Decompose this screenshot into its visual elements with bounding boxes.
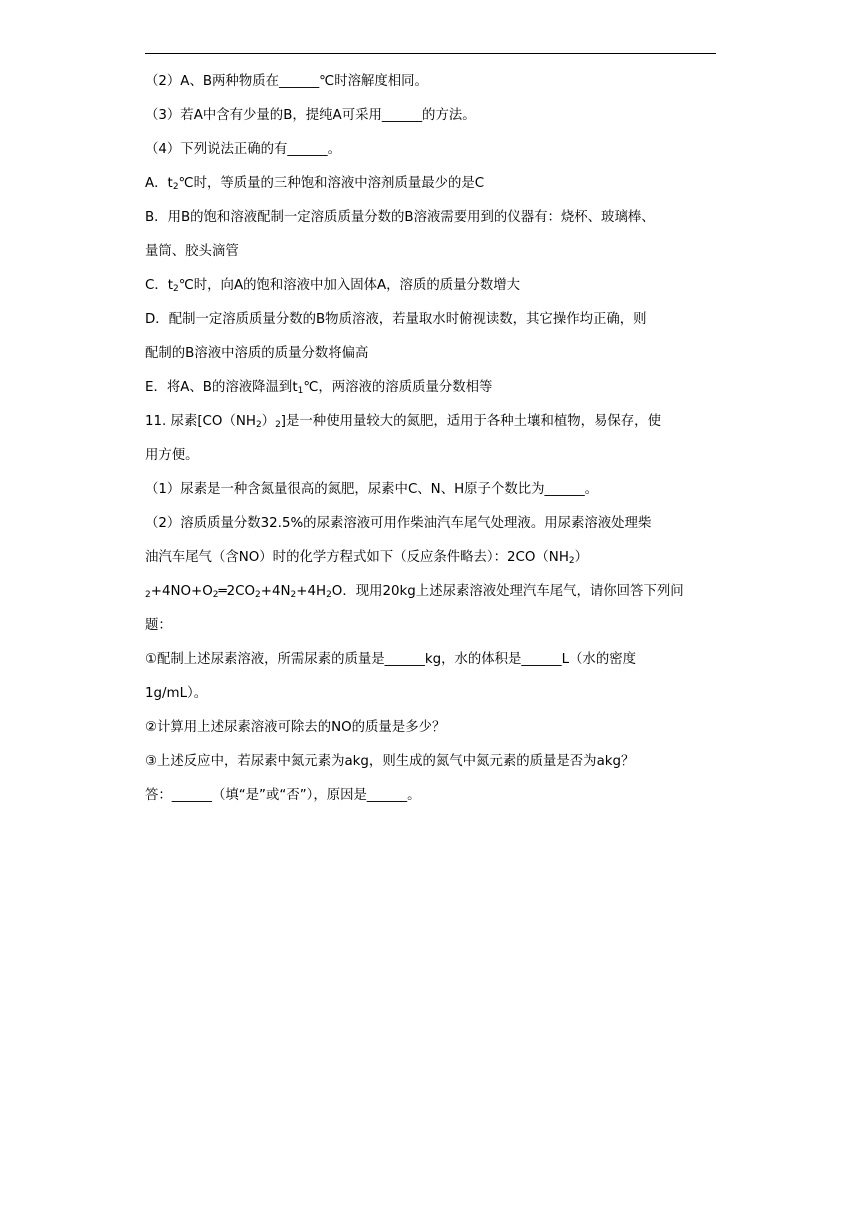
q10-part4: （4）下列说法正确的有______。	[145, 142, 341, 157]
option-d-line1: D．配制一定溶质质量分数的B物质溶液，若量取水时俯视读数，其它操作均正确，则	[145, 312, 647, 327]
q11-sub1-line2: 1g/mL）。	[145, 686, 208, 701]
option-c: C．$t_2℃$时，向A的饱和溶液中加入固体A，溶质的质量分数增大	[145, 278, 521, 294]
option-e: E．将A、B的溶液降温到$t_1℃$，两溶液的溶质质量分数相等	[145, 380, 493, 396]
q11-part2-line2: 油汽车尾气（含NO）时的化学方程式如下（反应条件略去）：$2CO(NH_2)$	[145, 550, 589, 566]
q10-part2: （2）A、B两种物质在______℃时溶解度相同。	[145, 74, 428, 89]
q11-part1: （1）尿素是一种含氮量很高的氮肥，尿素中C、N、H原子个数比为______。	[145, 482, 599, 497]
option-d-line2: 配制的B溶液中溶质的质量分数将偏高	[145, 346, 369, 361]
option-a: A．$t_2℃$时，等质量的三种饱和溶液中溶剂质量最少的是C	[145, 176, 485, 192]
option-b-line2: 量筒、胶头滴管	[145, 244, 239, 259]
q11-part2-equation: $_2+4NO+O_2═2CO_2+4N_2+4H_2O$．现用20kg上述尿素溶液处理汽车尾气，请你回答下列问	[145, 584, 684, 600]
header-rule	[145, 53, 716, 54]
q11-answer: 答：______（填“是”或“否”），原因是______。	[145, 788, 421, 803]
q11-part2-line4: 题：	[145, 618, 172, 633]
q11-stem-line2: 用方便。	[145, 448, 199, 463]
q11-sub3: ③上述反应中，若尿素中氮元素为akg，则生成的氮气中氮元素的质量是否为akg？	[145, 754, 635, 769]
q11-sub1-line1: ①配制上述尿素溶液，所需尿素的质量是______kg，水的体积是______L（水的密度	[145, 652, 636, 667]
q11-part2-line1: （2）溶质质量分数32.5%的尿素溶液可用作柴油汽车尾气处理液。用尿素溶液处理柴	[145, 516, 652, 531]
option-b-line1: B．用B的饱和溶液配制一定溶质质量分数的B溶液需要用到的仪器有：烧杯、玻璃棒、	[145, 210, 655, 225]
q10-part3: （3）若A中含有少量的B，提纯A可采用______的方法。	[145, 108, 476, 123]
q11-stem-line1: 11. 尿素$[CO(NH_2)_2]$是一种使用量较大的氮肥，适用于各种土壤和植物，易保存，使	[145, 414, 661, 430]
q11-sub2: ②计算用上述尿素溶液可除去的NO的质量是多少？	[145, 720, 446, 735]
